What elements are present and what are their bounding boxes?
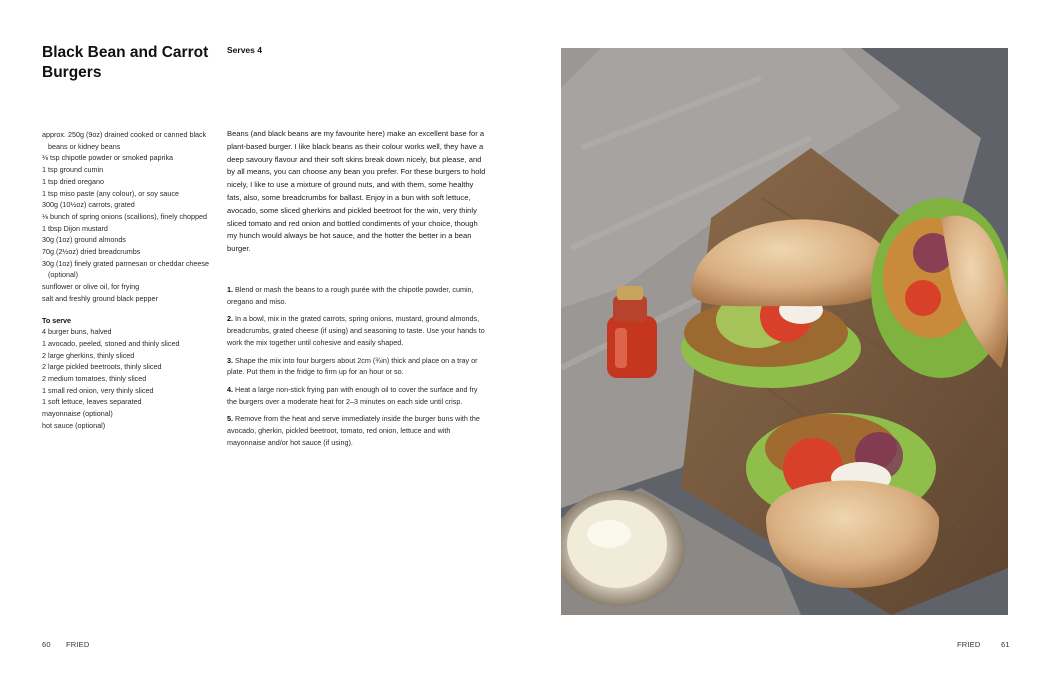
method-steps [227, 284, 489, 454]
step-text: Remove from the heat and serve immediately inside the burger buns with the avocado, gherkin, pickled beetroot, tomato, red onion, lettuce and with mayonnaise and/or hot sauce (if using). [227, 414, 480, 447]
serve-item: 1 small red onion, very thinly sliced [42, 385, 154, 395]
serve-item: 4 burger buns, halved [42, 327, 112, 337]
ingredient-item: ⅛ bunch of spring onions (scallions), finely chopped [42, 211, 208, 221]
serve-item: 2 large pickled beetroots, thinly sliced [42, 362, 162, 372]
step-number: 3. [227, 355, 233, 365]
ingredient-item: 30g (1oz) ground almonds [42, 235, 126, 245]
folio-left-section: FRIED [66, 640, 90, 649]
ingredient-item: 1 tsp ground cumin [42, 165, 104, 175]
ingredient-item: 70g (2½oz) dried breadcrumbs [42, 247, 141, 257]
step-text: Blend or mash the beans to a rough purée with the chipotle powder, cumin, oregano and miso. [227, 285, 474, 306]
ingredient-item: 30g (1oz) finely grated parmesan or cheddar cheese (optional) [42, 258, 210, 280]
serves-label: Serves 4 [227, 45, 262, 55]
step-number: 2. [227, 314, 233, 324]
serve-item: 1 avocado, peeled, stoned and thinly sliced [42, 338, 180, 348]
serve-item: 1 soft lettuce, leaves separated [42, 397, 142, 407]
ingredient-item: 1 tsp dried oregano [42, 176, 104, 186]
burger-2 [871, 198, 1008, 378]
photo [561, 48, 1008, 615]
method-step [227, 313, 489, 348]
folio-right-section: FRIED [957, 640, 981, 649]
ingredient-item: 300g (10½oz) carrots, grated [42, 200, 135, 210]
serve-item: hot sauce (optional) [42, 420, 106, 430]
folio-right-number: 61 [1001, 640, 1010, 649]
ingredient-item: 1 tbsp Dijon mustard [42, 223, 108, 233]
ingredients-list [42, 129, 222, 432]
step-text: Shape the mix into four burgers about 2cm (¾in) thick and place on a tray or plate. Put them in the fridge to firm up for an hour or so. [227, 355, 478, 377]
ingredient-item: 1 tsp miso paste (any colour), or soy sauce [42, 188, 180, 198]
to-serve-heading: To serve [42, 315, 72, 325]
step-number: 5. [227, 414, 233, 424]
serve-item: 2 medium tomatoes, thinly sliced [42, 374, 147, 384]
step-number: 4. [227, 384, 233, 394]
serve-item: 2 large gherkins, thinly sliced [42, 350, 135, 360]
method-step [227, 355, 489, 378]
ingredient-item: ⅛ tsp chipotle powder or smoked paprika [42, 153, 174, 163]
ingredient-item: sunflower or olive oil, for frying [42, 282, 140, 292]
step-number: 1. [227, 285, 233, 294]
intro-paragraph: Beans (and black beans are my favourite here) make an excellent base for a plant-based burger. I like black beans as their colour works well, they have a deep savoury flavour and their soft skins break down nicely, but please, and by all means, you can choose any bean you prefer. For these burgers to hold nicely, I like to use a mixture of ground nuts, and with them, some healthy fats, also, some breadcrumbs for ballast. Enjoy in a bun with soft lettuce, avocado, some sliced gherkins and pickled beetroot for the win, very thinly sliced tomato and red onion and bottled condiments of your choice, though my hunch would always be hot sauce, and the hotter the better in a bean burger. [227, 129, 486, 254]
burgers-photo [561, 48, 1008, 615]
folio-left-number: 60 [42, 640, 51, 649]
method-step [227, 384, 489, 407]
ingredient-item: salt and freshly ground black pepper [42, 293, 158, 303]
recipe-title: Black Bean and Carrot Burgers [42, 44, 209, 81]
ingredient-item: approx. 250g (9oz) drained cooked or canned black beans or kidney beans [42, 130, 207, 151]
serve-item: mayonnaise (optional) [42, 409, 113, 419]
step-text: In a bowl, mix in the grated carrots, spring onions, mustard, ground almonds, breadcrumbs, grated cheese (if using) and seasoning to taste. Use your hands to work the mix together until cohesive and easily shaped. [227, 314, 485, 347]
method-step [227, 284, 489, 307]
method-step [227, 413, 489, 448]
step-text: Heat a large non-stick frying pan with enough oil to cover the surface and fry the burgers over a moderate heat for 2–3 minutes on each side until crisp. [227, 384, 478, 406]
